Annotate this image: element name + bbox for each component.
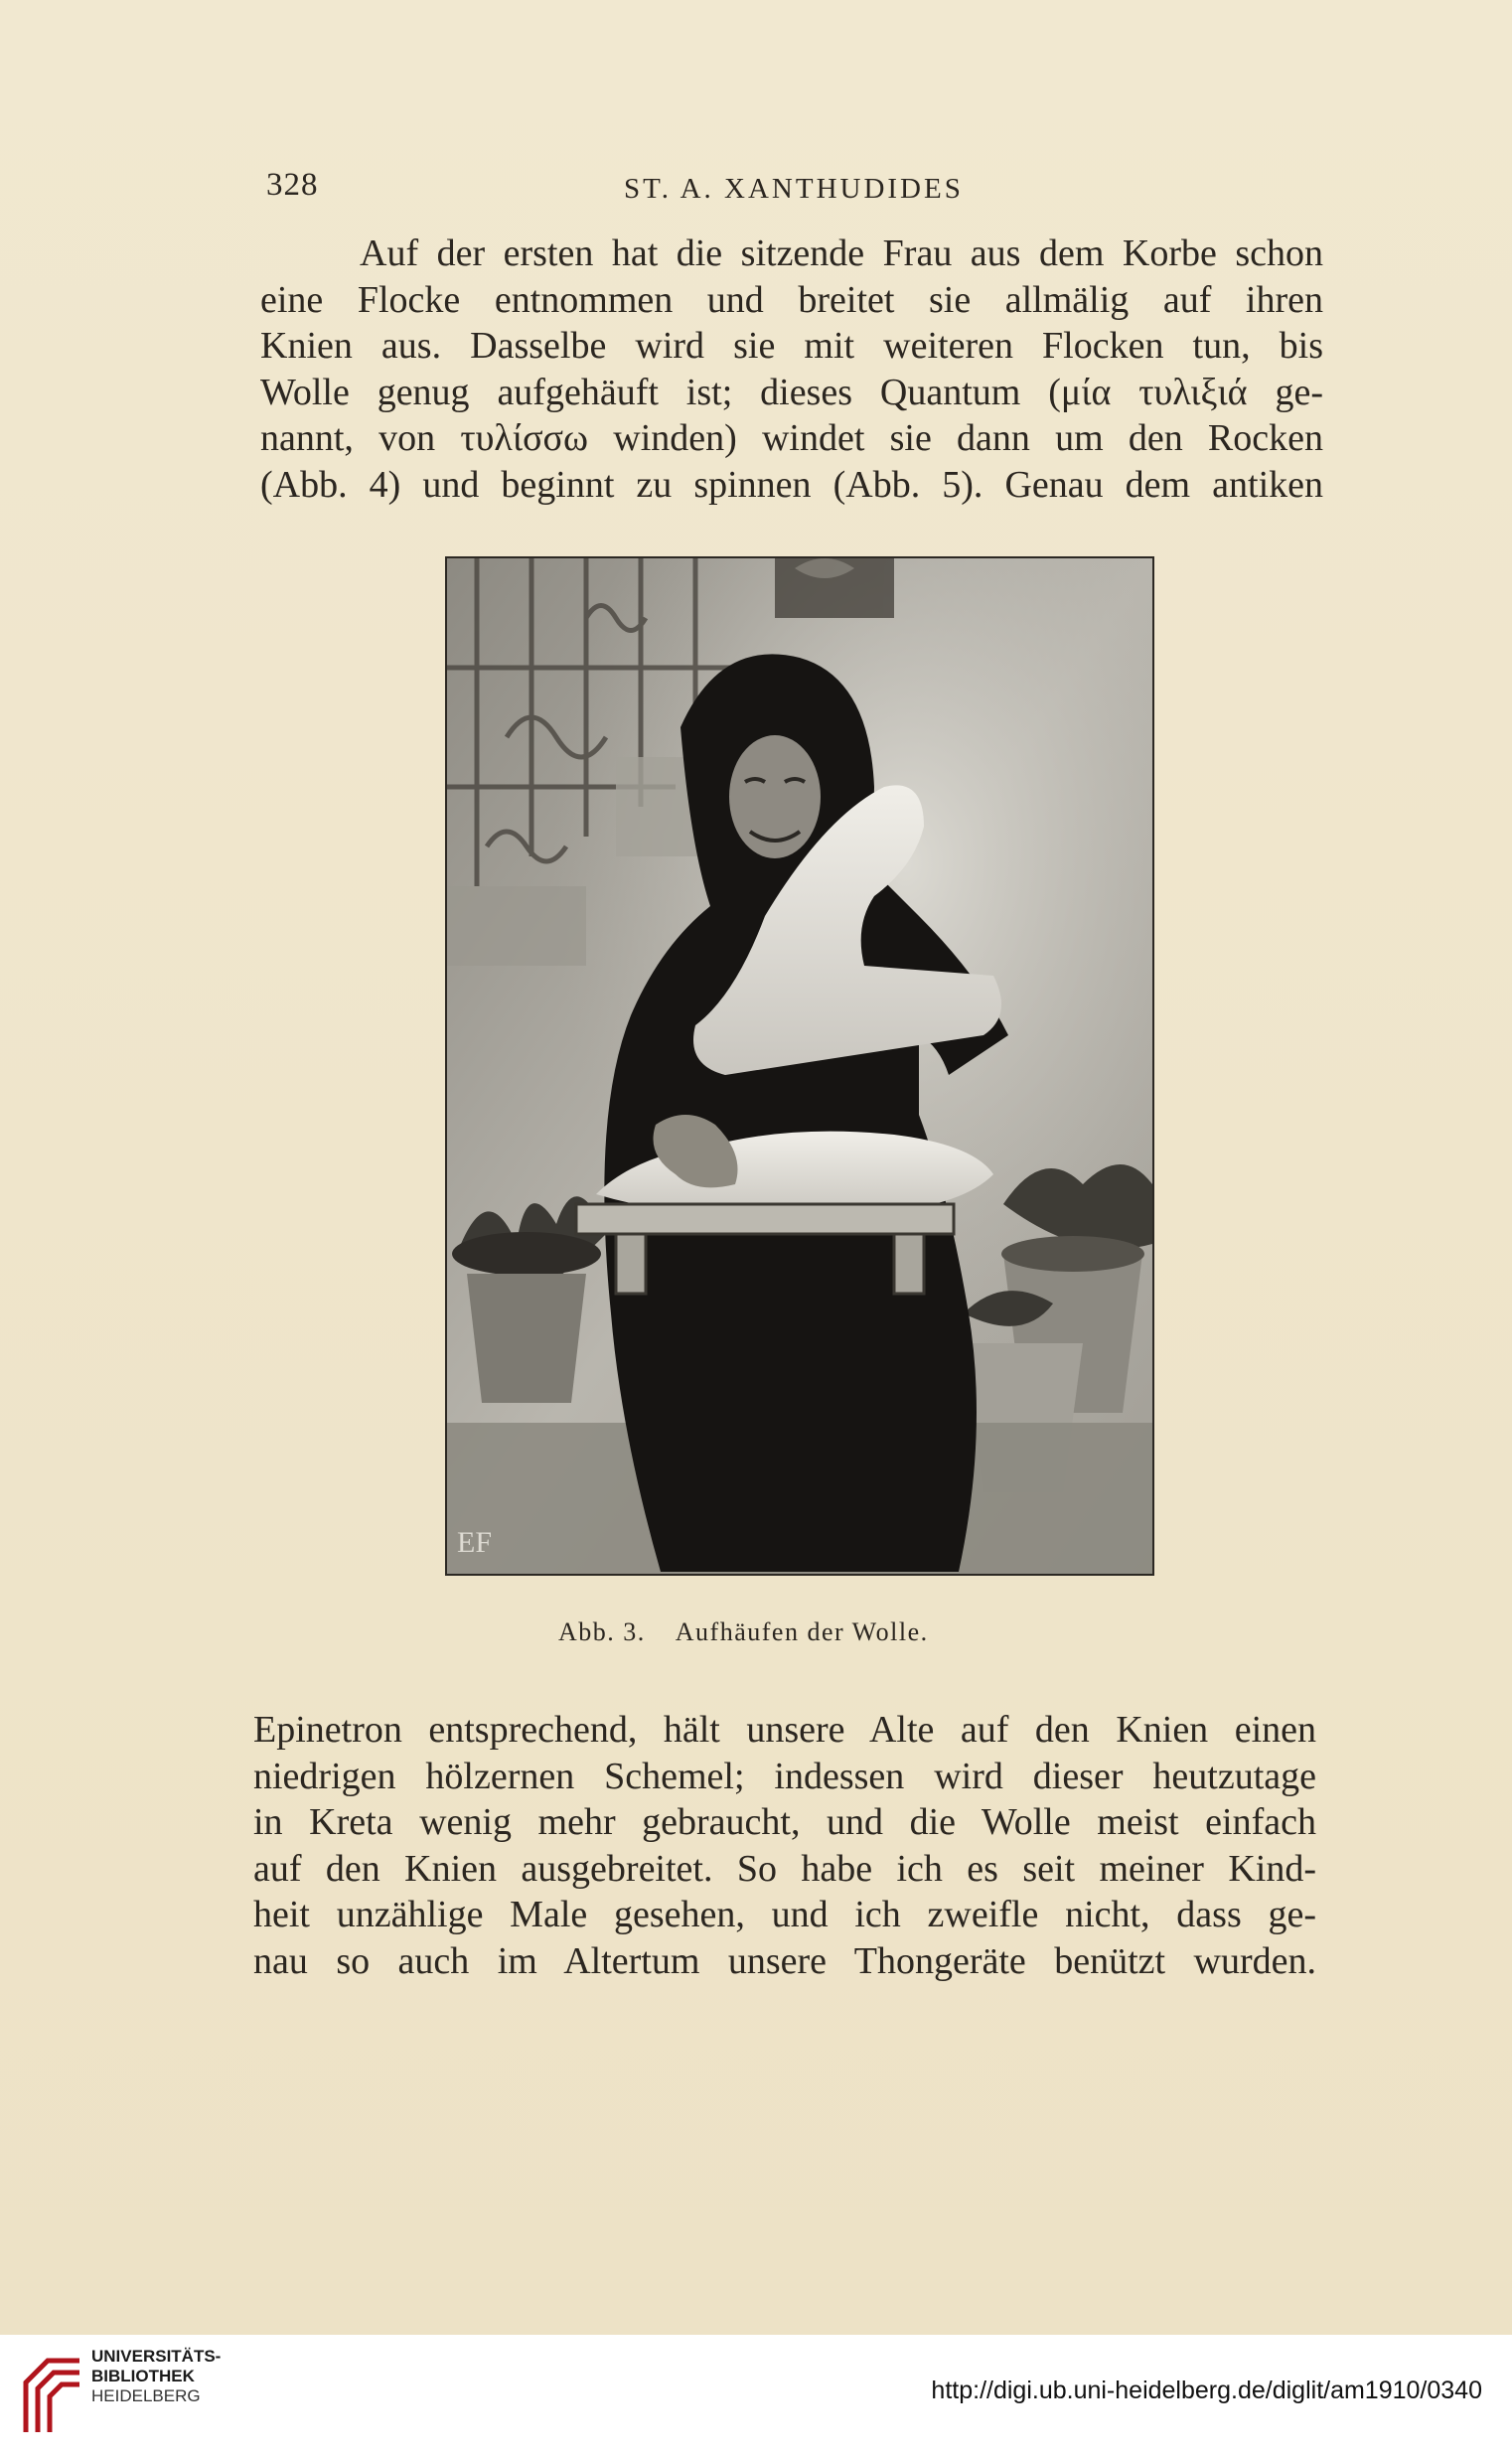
library-name-line: BIBLIOTHEK [91, 2367, 195, 2385]
paragraph-top [260, 230, 1323, 508]
monogram: EF [457, 1526, 493, 1559]
caption-number: Abb. 3. [558, 1617, 646, 1646]
digitization-footer [0, 2335, 1512, 2456]
source-url-link[interactable]: http://digi.ub.uni-heidelberg.de/diglit/am1910/0340 [931, 2377, 1482, 2404]
text-line: Wolle genug aufgehäuft ist; dieses Quantum (μία τυλιξιά ge- [260, 371, 1323, 413]
text-line: nannt, von τυλίσσω winden) windet sie dann um den Rocken [260, 417, 1323, 459]
text-line: (Abb. 4) und beginnt zu spinnen (Abb. 5). Genau dem antiken [260, 463, 1323, 506]
page-number: 328 [266, 167, 319, 203]
paragraph-bottom [253, 1707, 1316, 1984]
text-line: niedrigen hölzernen Schemel; indessen wird dieser heutzutage [253, 1755, 1316, 1797]
library-name [91, 2347, 221, 2406]
text-line: eine Flocke entnommen und breitet sie allmälig auf ihren [260, 278, 1323, 321]
figure-caption [558, 1617, 929, 1647]
photo-old-woman-spinning [447, 558, 1152, 1574]
text-line: Epinetron entsprechend, hält unsere Alte auf den Knien einen [253, 1709, 1316, 1751]
library-logo-icon [18, 2353, 87, 2438]
text-line: auf den Knien ausgebreitet. So habe ich es seit meiner Kind- [253, 1847, 1316, 1890]
figure-photograph [445, 556, 1154, 1576]
library-city: HEIDELBERG [91, 2386, 201, 2405]
text-line: Knien aus. Dasselbe wird sie mit weiteren Flocken tun, bis [260, 325, 1323, 367]
text-line: Auf der ersten hat die sitzende Frau aus dem Korbe schon [360, 232, 1323, 274]
text-line: nau so auch im Altertum unsere Thongeräte benützt wurden. [253, 1939, 1316, 1982]
text-line: heit unzählige Male gesehen, und ich zweifle nicht, dass ge- [253, 1894, 1316, 1935]
text-line: in Kreta wenig mehr gebraucht, und die Wolle meist einfach [253, 1801, 1316, 1843]
running-head [266, 167, 1309, 217]
library-name-line: UNIVERSITÄTS- [91, 2347, 222, 2366]
caption-text: Aufhäufen der Wolle. [675, 1617, 929, 1646]
running-title: ST. A. XANTHUDIDES [624, 173, 964, 205]
